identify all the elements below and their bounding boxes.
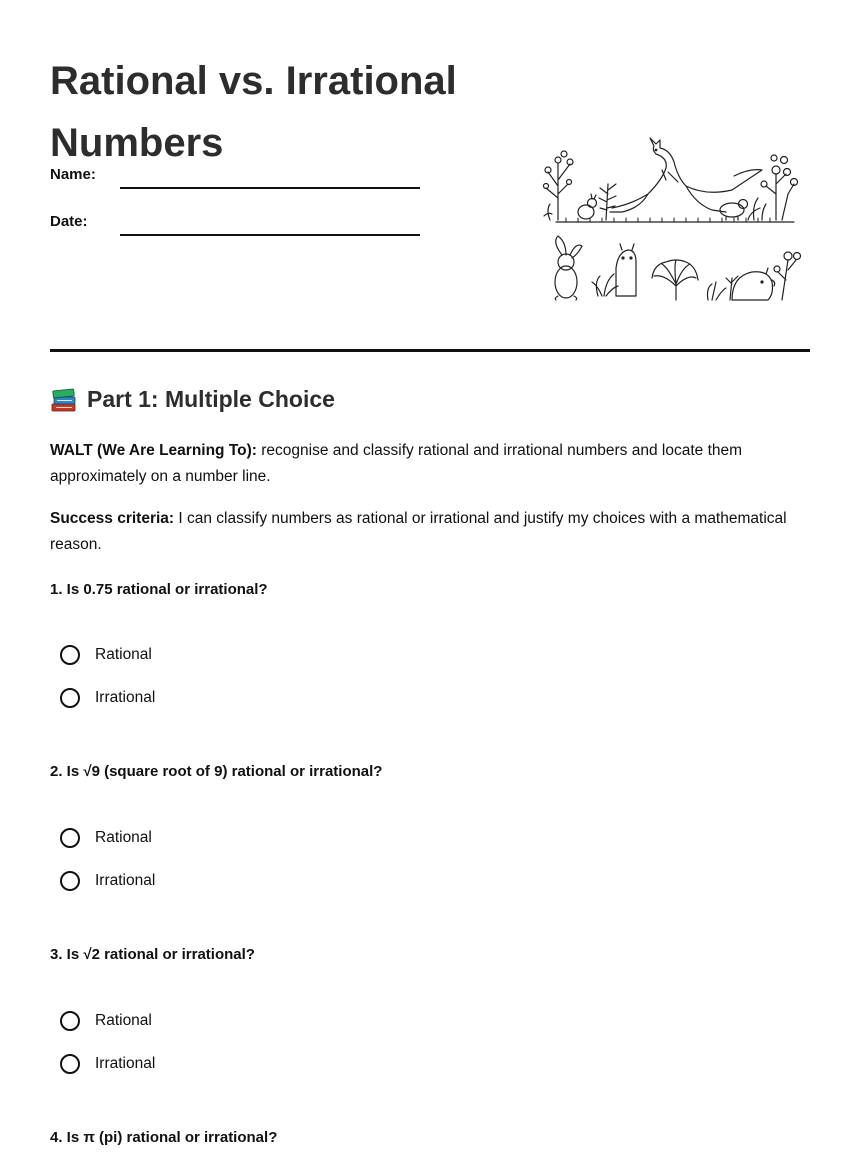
q2-option-irrational[interactable]: [60, 871, 155, 891]
radio-button[interactable]: [60, 828, 80, 848]
question-1: 1. Is 0.75 rational or irrational?: [50, 581, 268, 598]
option-label: Irrational: [95, 1055, 156, 1072]
q2-option-rational[interactable]: [60, 828, 152, 848]
name-label: Name:: [50, 166, 96, 183]
page-title: Rational vs. Irrational Numbers: [50, 59, 457, 165]
q3-option-irrational[interactable]: [60, 1054, 155, 1074]
question-4: 4. Is π (pi) rational or irrational?: [50, 1129, 278, 1146]
option-label: Rational: [95, 1012, 152, 1029]
date-field[interactable]: [120, 234, 420, 236]
q3-option-rational[interactable]: [60, 1011, 152, 1031]
date-label: Date:: [50, 213, 88, 230]
success-label: Success criteria:: [50, 510, 175, 527]
section-divider: [50, 349, 810, 352]
option-label: Irrational: [95, 689, 156, 706]
radio-button[interactable]: [60, 645, 80, 665]
radio-button[interactable]: [60, 688, 80, 708]
success-text: I can classify numbers as rational or irrational and justify my choices with a mathematical reason.: [50, 510, 787, 553]
q1-option-irrational[interactable]: [60, 688, 155, 708]
q1-option-rational[interactable]: [60, 645, 152, 665]
option-label: Rational: [95, 646, 152, 663]
question-2: 2. Is √9 (square root of 9) rational or irrational?: [50, 763, 383, 780]
option-label: Irrational: [95, 872, 156, 889]
radio-button[interactable]: [60, 871, 80, 891]
success-criteria-paragraph: [50, 506, 810, 558]
name-field[interactable]: [120, 187, 420, 189]
part1-heading: [50, 386, 335, 413]
radio-button[interactable]: [60, 1054, 80, 1074]
option-label: Rational: [95, 829, 152, 846]
walt-paragraph: [50, 438, 810, 490]
walt-text: recognise and classify rational and irrational numbers and locate them approximately on a number line.: [50, 442, 743, 485]
radio-button[interactable]: [60, 1011, 80, 1031]
books-icon: [50, 387, 77, 413]
animals-illustration: [536, 124, 804, 308]
part1-title: Part 1: Multiple Choice: [87, 386, 335, 412]
question-3: 3. Is √2 rational or irrational?: [50, 946, 255, 963]
walt-label: WALT (We Are Learning To):: [50, 442, 257, 459]
